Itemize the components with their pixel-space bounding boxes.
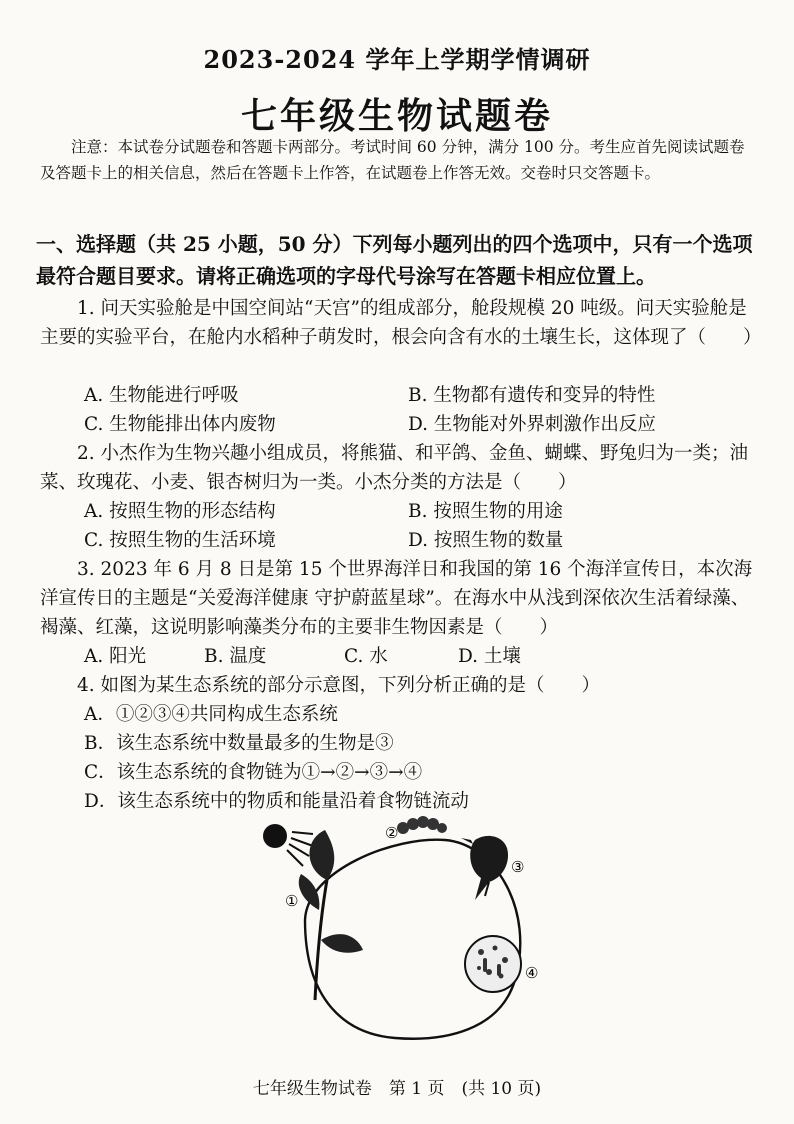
q2-option-b: B. 按照生物的用途 bbox=[408, 501, 563, 522]
q1-option-c: C. 生物能排出体内废物 bbox=[84, 414, 276, 435]
question-4-stem: 4. 如图为某生态系统的部分示意图，下列分析正确的是（ ） bbox=[77, 675, 601, 696]
q1-option-a: A. 生物能进行呼吸 bbox=[84, 385, 239, 406]
q4-option-a: A．①②③④共同构成生态系统 bbox=[84, 704, 338, 725]
q3-option-b: B. 温度 bbox=[204, 646, 267, 667]
q3-option-d: D. 土壤 bbox=[458, 646, 521, 667]
ecosystem-diagram bbox=[245, 800, 545, 1050]
figure-label-3: ③ bbox=[511, 858, 525, 876]
section-1-instruction: 下列每小题列出的四个选项中，只有一个选项最符合题目要求。请将正确选项的字母代号涂写在答题卡相应位置上。 bbox=[36, 232, 753, 288]
q2-option-a: A. 按照生物的形态结构 bbox=[84, 501, 276, 522]
q3-option-a: A. 阳光 bbox=[84, 646, 147, 667]
q1-option-d: D. 生物能对外界刺激作出反应 bbox=[408, 414, 656, 435]
exam-paper-title: 七年级生物试题卷 bbox=[240, 95, 553, 137]
figure-label-4: ④ bbox=[525, 964, 539, 982]
sun-icon bbox=[263, 824, 313, 866]
figure-label-1: ① bbox=[285, 892, 299, 910]
q1-option-b: B. 生物都有遗传和变异的特性 bbox=[408, 385, 656, 406]
decomposer-icon bbox=[465, 936, 521, 992]
section-1-heading: 一、选择题（共 25 小题，50 分） bbox=[36, 232, 353, 256]
q4-option-b: B．该生态系统中数量最多的生物是③ bbox=[84, 733, 394, 754]
page-footer: 七年级生物试卷 第 1 页 (共 10 页) bbox=[252, 1079, 542, 1099]
q2-option-d: D. 按照生物的数量 bbox=[408, 530, 564, 551]
q2-option-c: C. 按照生物的生活环境 bbox=[84, 530, 276, 551]
q4-option-d: D．该生态系统中的物质和能量沿着食物链流动 bbox=[84, 791, 469, 812]
q3-option-c: C. 水 bbox=[344, 646, 388, 667]
exam-year-title: 2023-2024 学年上学期学情调研 bbox=[203, 45, 591, 74]
question-1-stem: 1. 问天实验舱是中国空间站“天宫”的组成部分，舱段规模 20 吨级。问天实验舱是主要的实验平台，在舱内水稻种子萌发时，根会向含有水的土壤生长，这体现了（ ） bbox=[40, 298, 762, 348]
question-3-stem: 3. 2023 年 6 月 8 日是第 15 个世界海洋日和我国的第 16 个海洋宣传日，本次海洋宣传日的主题是“关爱海洋健康 守护蔚蓝星球”。在海水中从浅到深依次生活着绿藻、褐藻、红藻，这说明影响藻类分布的主要非生物因素是（ ） bbox=[40, 559, 753, 638]
question-2-stem: 2. 小杰作为生物兴趣小组成员，将熊猫、和平鸽、金鱼、蝴蝶、野兔归为一类；油菜、玫瑰花、小麦、银杏树归为一类。小杰分类的方法是（ ） bbox=[40, 443, 749, 493]
caterpillar-icon bbox=[397, 816, 447, 834]
figure-label-2: ② bbox=[385, 824, 399, 842]
q4-option-c: C．该生态系统的食物链为①→②→③→④ bbox=[84, 762, 423, 783]
exam-notice: 注意：本试卷分试题卷和答题卡两部分。考试时间 60 分钟，满分 100 分。考生应首先阅读试题卷及答题卡上的相关信息，然后在答题卡上作答，在试题卷上作答无效。交卷时只交答题卡。 bbox=[40, 138, 745, 182]
section-1-header bbox=[36, 228, 766, 292]
